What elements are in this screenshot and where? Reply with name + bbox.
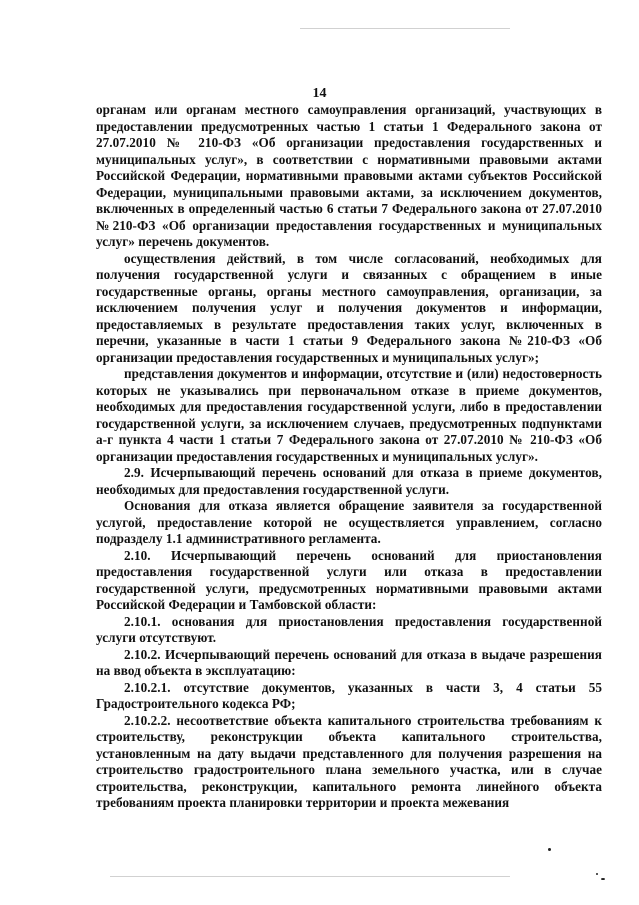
scan-speck: [601, 878, 605, 880]
paragraph-actions: осуществления действий, в том числе согласований, необходимых для получения государственной услуги и связанных с обращением в иные государственные органы, органы местного самоуправления, организации, за исключением получения услуг и получения документов и информации, предоставляемых в результате предоставления таких услуг, включенных в перечни, указанные в части 1 статьи 9 Федерального закона №210-ФЗ «Об организации предоставления государственных и муниципальных услуг»;: [96, 250, 602, 365]
paragraph-refusal-grounds: Основания для отказа является обращение заявителя за государственной услугой, предоставление которой не осуществляется управлением, согласно подразделу 1.1 административного регламента.: [96, 498, 602, 546]
section-2-10-2-2: 2.10.2.2. несоответствие объекта капитального строительства требованиям к строительству, реконструкции объекта капитального строительства, установленным на дату выдачи представленного для получения разрешения на строительство градостроительного плана земельного участка, или в случае строительства, реконструкции, капитального ремонта линейного объекта требованиям проекта планировки территории и проекта межевания: [96, 712, 602, 810]
section-2-10: 2.10. Исчерпывающий перечень оснований для приостановления предоставления государственной услуги или отказа в предоставлении государственной услуги, предусмотренных нормативными правовыми актами Российской Федерации и Тамбовской области:: [96, 547, 602, 612]
scan-speck: [596, 873, 598, 875]
section-2-9: 2.9. Исчерпывающий перечень оснований для отказа в приеме документов, необходимых для предоставления государственной услуги.: [96, 465, 602, 497]
document-body: [96, 102, 602, 812]
scan-speck: [548, 848, 551, 851]
paragraph-continuation: органам или органам местного самоуправления организаций, участвующих в предоставлении предусмотренных частью 1 статьи 1 Федерального закона от 27.07.2010 № 210-ФЗ «Об организации предоставления государственных и муниципальных услуг», в соответствии с нормативными правовыми актами Российской Федерации, нормативными правовыми актами субъектов Российской Федерации, муниципальными правовыми актами, за исключением документов, включенных в определенный частью 6 статьи 7 Федерального закона от 27.07.2010 №210-ФЗ «Об организации предоставления государственных и муниципальных услуг» перечень документов.: [96, 102, 602, 249]
scan-artifact-line: [110, 876, 510, 877]
section-2-10-2: 2.10.2. Исчерпывающий перечень оснований для отказа в выдаче разрешения на ввод объекта в эксплуатацию:: [96, 646, 602, 678]
paragraph-documents: представления документов и информации, отсутствие и (или) недостоверность которых не указывались при первоначальном отказе в приеме документов, необходимых для предоставления государственной услуги, либо в предоставлении государственной услуги, за исключением случаев, предусмотренных подпунктами а-г пункта 4 части 1 статьи 7 Федерального закона от 27.07.2010 № 210-ФЗ «Об организации предоставления государственных и муниципальных услуг».: [96, 366, 602, 464]
scan-artifact-line: [300, 28, 510, 29]
page-number: 14: [312, 86, 327, 101]
section-2-10-2-1: 2.10.2.1. отсутствие документов, указанных в части 3, 4 статьи 55 Градостроительного кодекса РФ;: [96, 679, 602, 711]
section-2-10-1: 2.10.1. основания для приостановления предоставления государственной услуги отсутствуют.: [96, 613, 602, 645]
